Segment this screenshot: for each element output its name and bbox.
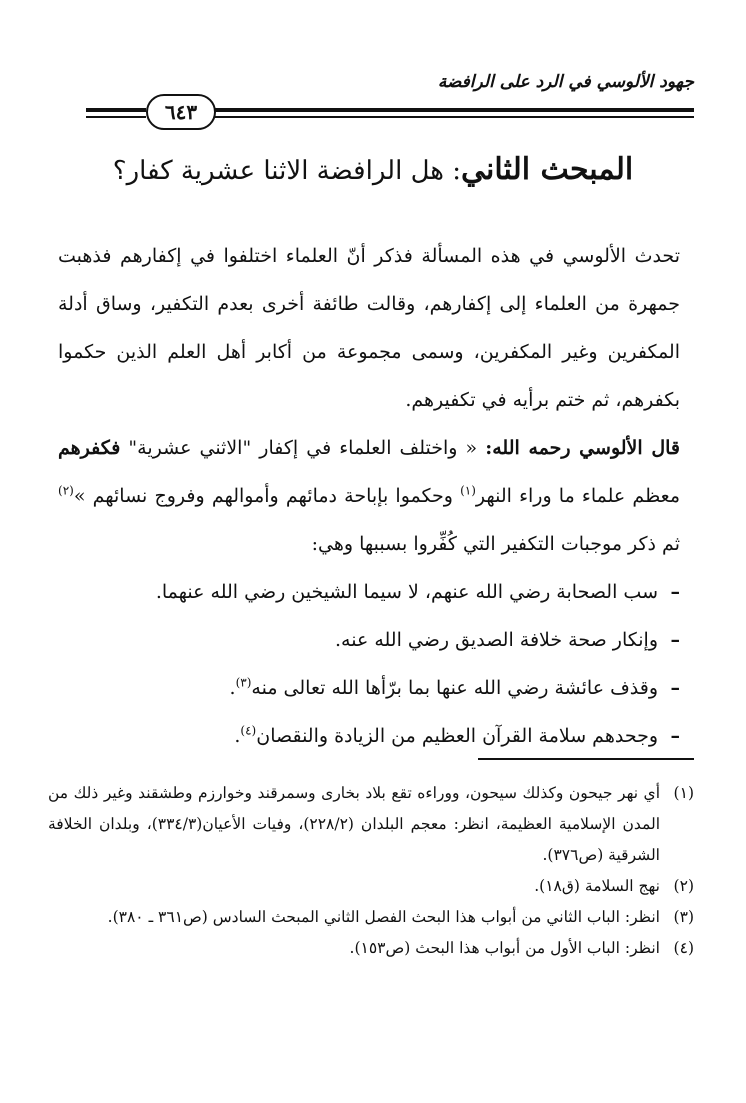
quote-part2: معظم علماء ما وراء النهر	[475, 485, 680, 507]
footnotes	[48, 778, 694, 964]
footnote-3: (٣) انظر: الباب الثاني من أبواب هذا البحث الفصل الثاني المبحث السادس (ص٣٦١ ـ ٣٨٠).	[107, 908, 694, 926]
footnote-4: (٤) انظر: الباب الأول من أبواب هذا البحث (ص١٥٣).	[349, 939, 694, 957]
header-rule-thin-left	[86, 116, 146, 118]
footnote-1: (١) أي نهر جيحون وكذلك سيحون، ووراءه تقع بلاد بخارى وسمرقند وخوارزم وطشقند وغير ذلك من المدن الإسلامية العظيمة، انظر: معجم البلدان (٢٢٨/٢)، وفيات الأعيان(٣٣٤/٣)، وبلدان الخلافة الشرقية (ص٣٧٦).	[48, 784, 694, 864]
intro-paragraph: تحدث الألوسي في هذه المسألة فذكر أنّ العلماء اختلفوا في إكفارهم فذهبت جمهرة من العلماء إلى إكفارهم، وقالت طائفة أخرى بعدم التكفير، وساق أدلة المكفرين وغير المكفرين، وسمى مجموعة من أكابر أهل العلم الذين حكموا بكفرهم، ثم ختم برأيه في تكفيرهم.	[58, 245, 680, 411]
section-title-rest: : هل الرافضة الاثنا عشرية كفار؟	[112, 156, 462, 186]
charges-list	[58, 568, 680, 760]
footnote-ref-1[interactable]: (١)	[460, 483, 476, 498]
footnote-2: (٢) نهج السلامة (ق١٨).	[534, 877, 694, 895]
page-number: ٦٤٣	[146, 94, 216, 130]
footnote-separator	[478, 758, 694, 760]
quote-after: ثم ذكر موجبات التكفير التي كُفِّروا بسببها وهي:	[311, 533, 680, 555]
list-item: – وقذف عائشة رضي الله عنها بما برّأها الله تعالى منه$^{(٣)}$.	[58, 664, 680, 712]
footnote-ref-3[interactable]: (٣)	[235, 675, 252, 690]
running-header-title: جهود الألوسي في الرد على الرافضة	[437, 72, 694, 92]
body-text	[58, 232, 680, 760]
list-item: – وجحدهم سلامة القرآن العظيم من الزيادة والنقصان$^{(٤)}$.	[58, 712, 680, 760]
quote-part1: « واختلف العلماء في إكفار "الاثني عشرية"	[128, 437, 478, 459]
list-item: – وإنكار صحة خلافة الصديق رضي الله عنه.	[58, 616, 680, 664]
quote-paragraph	[58, 424, 680, 568]
section-title-strong: المبحث الثاني	[461, 152, 634, 187]
list-item: – سب الصحابة رضي الله عنهم، لا سيما الشيخين رضي الله عنهما.	[58, 568, 680, 616]
header-rule-thick	[174, 108, 694, 112]
quote-lead: قال الألوسي رحمه الله:	[485, 437, 680, 459]
header-rule-thick-left	[86, 108, 146, 112]
footnote-ref-4[interactable]: (٤)	[240, 723, 257, 738]
quote-part2-strong: فكفرهم	[58, 437, 121, 459]
header-rule-thin	[174, 116, 694, 118]
footnote-ref-2[interactable]: (٢)	[58, 483, 74, 498]
quote-part3: وحكموا بإباحة دمائهم وأموالهم وفروج نسائهم »	[73, 485, 453, 507]
section-title	[0, 150, 746, 191]
